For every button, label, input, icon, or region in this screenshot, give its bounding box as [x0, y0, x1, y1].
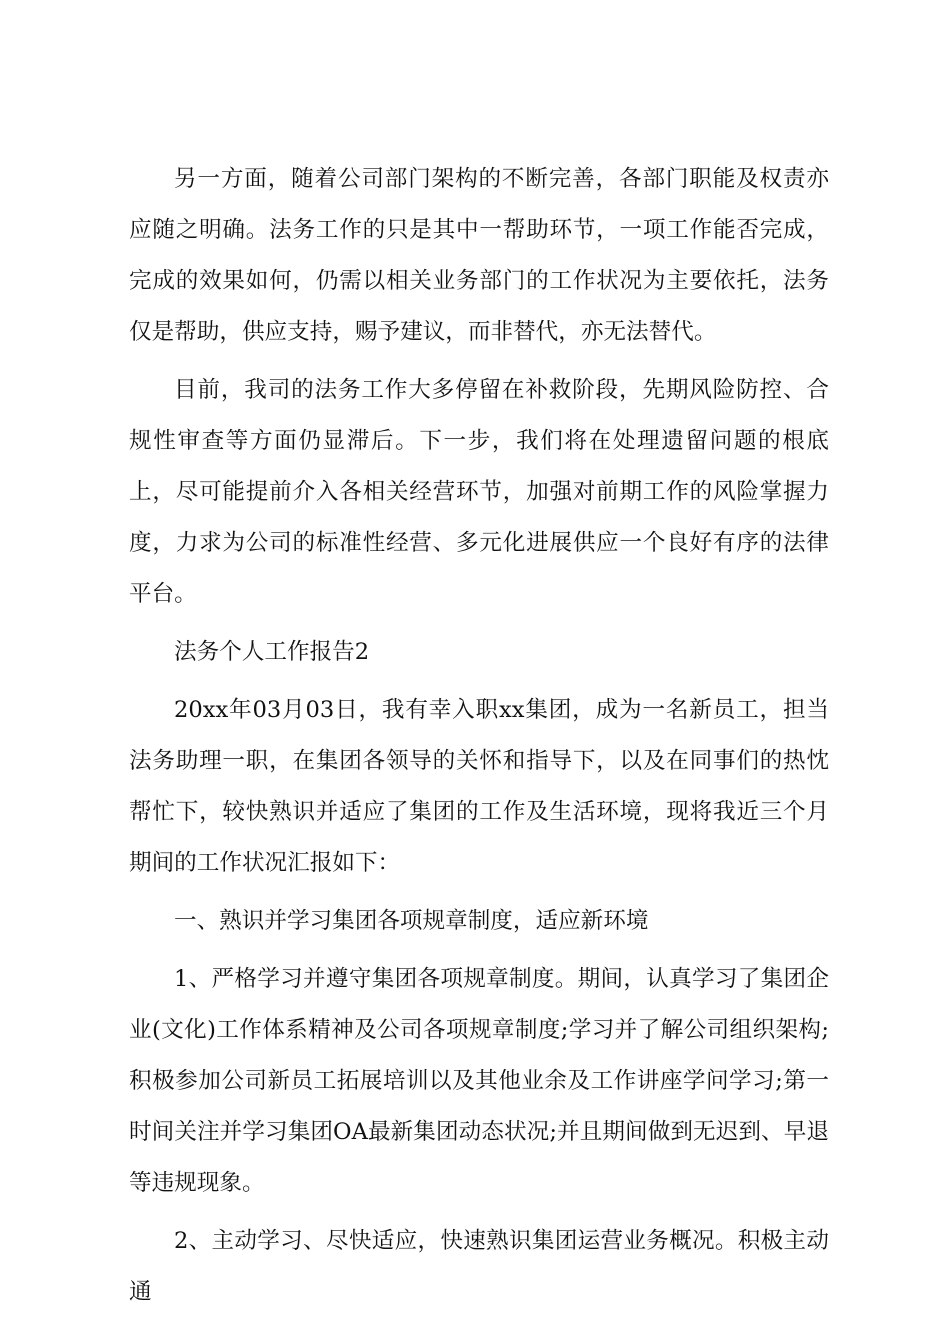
- paragraph-onboarding: 20xx年03月03日，我有幸入职xx集团，成为一名新员工，担当法务助理一职，在集团各领导的关怀和指导下，以及在同事们的热忱帮忙下，较快熟识并适应了集团的工作及生活环境，现将我近三个月期间的工作状况汇报如下：: [129, 697, 829, 876]
- paragraph-item-1: 1、严格学习并遵守集团各项规章制度。期间，认真学习了集团企业(文化)工作体系精神及公司各项规章制度;学习并了解公司组织架构;积极参加公司新员工拓展培训以及其他业余及工作讲座学问学习;第一时间关注并学习集团OA最新集团动态状况;并且期间做到无迟到、早退等违规现象。: [129, 966, 829, 1196]
- section-heading-1: 一、熟识并学习集团各项规章制度，适应新环境: [174, 908, 649, 934]
- paragraph-legal-role: 另一方面，随着公司部门架构的不断完善，各部门职能及权责亦应随之明确。法务工作的只是其中一帮助环节，一项工作能否完成，完成的效果如何，仍需以相关业务部门的工作状况为主要依托，法务仅是帮助，供应支持，赐予建议，而非替代，亦无法替代。: [129, 166, 829, 345]
- document-body: [129, 154, 829, 1325]
- section-title-report-2: 法务个人工作报告2: [174, 639, 370, 665]
- paragraph-next-steps: 目前，我司的法务工作大多停留在补救阶段，先期风险防控、合规性审查等方面仍显滞后。下一步，我们将在处理遗留问题的根底上，尽可能提前介入各相关经营环节，加强对前期工作的风险掌握力度，力求为公司的标准性经营、多元化进展供应一个良好有序的法律平台。: [129, 377, 829, 607]
- paragraph-item-2: 2、主动学习、尽快适应，快速熟识集团运营业务概况。积极主动通: [129, 1228, 829, 1305]
